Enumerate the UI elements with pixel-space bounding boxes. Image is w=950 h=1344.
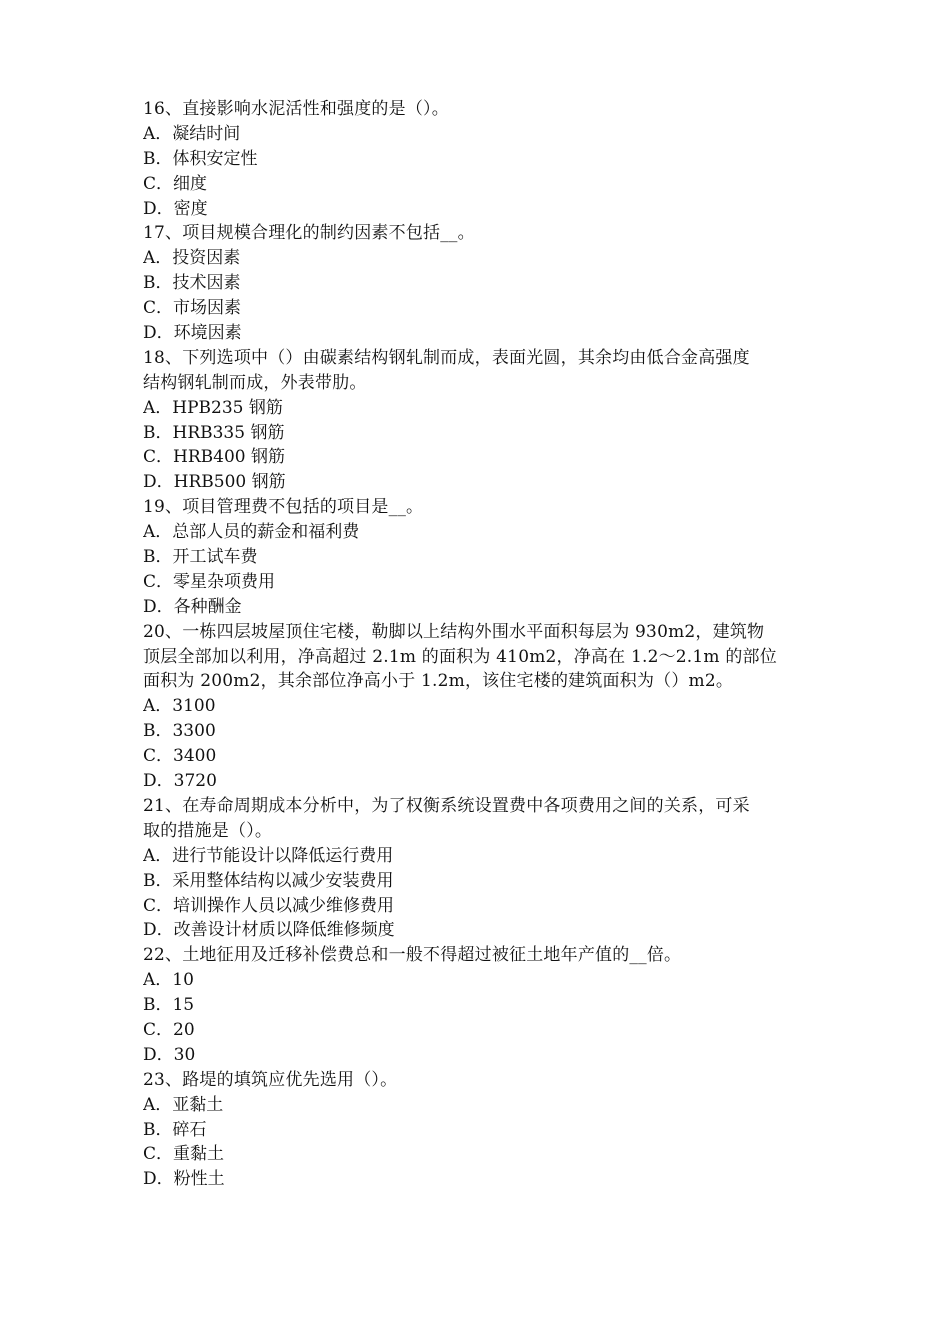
- option-item: B．碎石: [143, 1119, 207, 1140]
- option-item: D．密度: [143, 198, 208, 219]
- option-item: B．15: [143, 995, 195, 1016]
- option-list: [143, 1093, 818, 1193]
- question-block: [143, 794, 818, 943]
- question-stem: [143, 346, 818, 396]
- question-block: [143, 620, 818, 794]
- question-stem: [143, 620, 818, 695]
- option-item: A．亚黏土: [143, 1094, 224, 1115]
- question-block: [143, 221, 818, 345]
- question-stem: [143, 794, 818, 844]
- question-block: [143, 346, 818, 495]
- question-stem: [143, 1068, 818, 1093]
- option-list: [143, 520, 818, 620]
- question-text-line: 面积为 200m2，其余部位净高小于 1.2m，该住宅楼的建筑面积为（）m2。: [143, 671, 734, 692]
- question-text-line: 18、下列选项中（）由碳素结构钢轧制而成，表面光圆，其余均由低合金高强度: [143, 347, 750, 368]
- option-item: D．30: [143, 1044, 196, 1065]
- question-block: [143, 1068, 818, 1192]
- question-stem: [143, 97, 818, 122]
- option-list: [143, 694, 818, 794]
- question-text-line: 16、直接影响水泥活性和强度的是（）。: [143, 99, 449, 119]
- option-item: C．细度: [143, 173, 208, 194]
- question-block: [143, 943, 818, 1067]
- option-item: D．3720: [143, 771, 217, 792]
- option-list: [143, 844, 818, 944]
- option-item: A．10: [143, 970, 194, 991]
- option-item: D．HRB500 钢筋: [143, 472, 286, 493]
- option-item: C．20: [143, 1019, 195, 1040]
- option-item: B．采用整体结构以减少安装费用: [143, 870, 394, 891]
- option-list: [143, 396, 818, 496]
- option-item: D．粉性土: [143, 1169, 225, 1190]
- option-item: C．培训操作人员以减少维修费用: [143, 895, 395, 916]
- option-item: C．零星杂项费用: [143, 571, 276, 592]
- option-item: C．HRB400 钢筋: [143, 447, 285, 468]
- option-item: A．进行节能设计以降低运行费用: [143, 845, 394, 866]
- option-list: [143, 122, 818, 222]
- option-item: C．重黏土: [143, 1144, 225, 1165]
- question-list: [143, 97, 818, 1192]
- option-item: A．凝结时间: [143, 123, 241, 144]
- option-item: B．3300: [143, 721, 216, 742]
- option-item: A．HPB235 钢筋: [143, 397, 283, 418]
- option-item: B．HRB335 钢筋: [143, 422, 285, 443]
- question-block: [143, 97, 818, 221]
- question-text-line: 21、在寿命周期成本分析中，为了权衡系统设置费中各项费用之间的关系，可采: [143, 795, 750, 816]
- option-item: D．改善设计材质以降低维修频度: [143, 920, 395, 941]
- question-text-line: 22、土地征用及迁移补偿费总和一般不得超过被征土地年产值的__倍。: [143, 945, 682, 966]
- question-stem: [143, 943, 818, 968]
- option-item: A．3100: [143, 696, 216, 717]
- option-item: B．体积安定性: [143, 148, 258, 169]
- question-text-line: 20、一栋四层坡屋顶住宅楼，勒脚以上结构外围水平面积每层为 930m2，建筑物: [143, 621, 765, 642]
- question-block: [143, 495, 818, 619]
- option-item: D．环境因素: [143, 323, 242, 344]
- question-stem: [143, 495, 818, 520]
- option-item: A．总部人员的薪金和福利费: [143, 522, 360, 543]
- question-stem: [143, 221, 818, 246]
- option-item: B．技术因素: [143, 273, 241, 294]
- option-item: B．开工试车费: [143, 547, 258, 568]
- question-text-line: 19、项目管理费不包括的项目是__。: [143, 497, 424, 518]
- question-text-line: 结构钢轧制而成，外表带肋。: [143, 372, 367, 393]
- option-list: [143, 968, 818, 1068]
- question-text-line: 17、项目规模合理化的制约因素不包括__。: [143, 223, 475, 244]
- option-item: C．3400: [143, 746, 217, 767]
- question-text-line: 顶层全部加以利用，净高超过 2.1m 的面积为 410m2，净高在 1.2～2.1m 的部位: [143, 646, 777, 667]
- option-item: C．市场因素: [143, 298, 242, 319]
- question-text-line: 23、路堤的填筑应优先选用（）。: [143, 1069, 398, 1090]
- option-item: A．投资因素: [143, 248, 241, 269]
- option-item: D．各种酬金: [143, 596, 242, 617]
- question-text-line: 取的措施是（）。: [143, 820, 273, 841]
- option-list: [143, 246, 818, 346]
